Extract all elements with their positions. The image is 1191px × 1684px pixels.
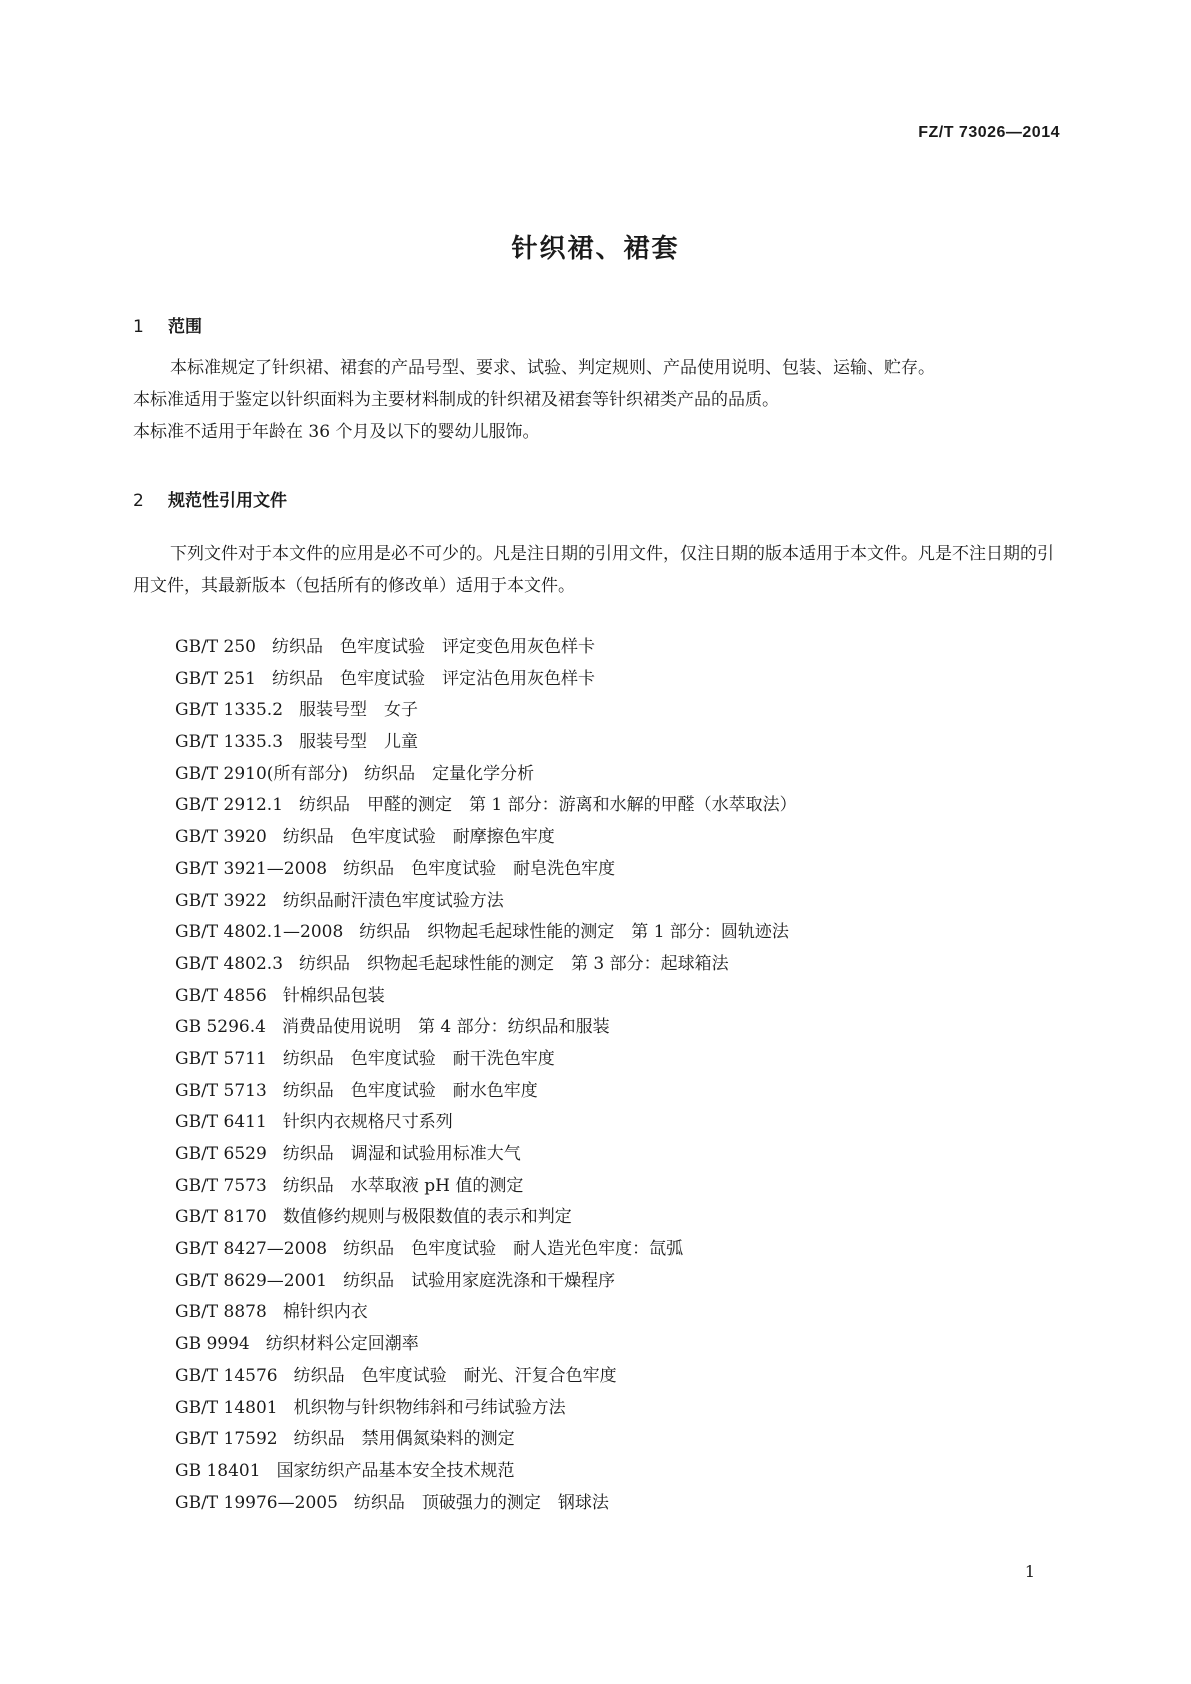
reference-item [175,1456,797,1488]
reference-title: 纺织品 水萃取液 pH 值的测定 [282,1175,524,1196]
reference-item [175,1234,797,1266]
reference-title: 纺织品 色牢度试验 评定沾色用灰色样卡 [272,668,595,689]
reference-code: GB/T 2910(所有部分) [175,763,349,784]
reference-code: GB/T 8629—2001 [175,1270,328,1291]
reference-title: 纺织品 色牢度试验 耐皂洗色牢度 [343,858,616,879]
reference-title: 纺织品耐汗渍色牢度试验方法 [282,890,504,911]
reference-code: GB/T 251 [175,668,256,689]
scope-line: 本标准不适用于年龄在 36 个月及以下的婴幼儿服饰。 [133,422,540,442]
reference-list [175,632,797,1519]
reference-title: 纺织品 定量化学分析 [364,763,535,784]
reference-code: GB/T 5711 [175,1048,267,1069]
reference-item [175,1171,797,1203]
reference-title: 纺织品 织物起毛起球性能的测定 第 3 部分：起球箱法 [299,953,729,974]
reference-code: GB 18401 [175,1460,261,1481]
page-number: 1 [1024,1562,1035,1581]
reference-item [175,1044,797,1076]
reference-item [175,822,797,854]
reference-title: 服装号型 儿童 [299,732,419,753]
reference-item [175,1488,797,1520]
reference-item [175,1297,797,1329]
reference-code: GB/T 2912.1 [175,795,284,816]
reference-title: 纺织品 顶破强力的测定 钢球法 [353,1492,609,1513]
reference-code: GB 9994 [175,1334,250,1355]
reference-code: GB/T 8170 [175,1207,267,1228]
reference-item [175,949,797,981]
reference-item [175,1202,797,1234]
references-intro: 下列文件对于本文件的应用是必不可少的。凡是注日期的引用文件，仅注日期的版本适用于本文件。凡是不注日期的引用文件，其最新版本（包括所有的修改单）适用于本文件。 [133,544,1054,596]
scope-line: 本标准规定了针织裙、裙套的产品号型、要求、试验、判定规则、产品使用说明、包装、运输、贮存。 [170,358,935,378]
reference-item [175,1076,797,1108]
reference-title: 服装号型 女子 [299,700,419,721]
reference-code: GB/T 1335.3 [175,732,284,753]
reference-code: GB/T 3922 [175,890,267,911]
reference-title: 纺织品 色牢度试验 耐光、汗复合色牢度 [293,1365,617,1386]
reference-code: GB/T 3921—2008 [175,858,328,879]
reference-code: GB/T 6411 [175,1112,267,1133]
reference-title: 数值修约规则与极限数值的表示和判定 [282,1207,572,1228]
reference-item [175,695,797,727]
reference-item [175,790,797,822]
section-number: 2 [133,491,144,511]
reference-title: 针棉织品包装 [282,985,385,1006]
reference-item [175,1424,797,1456]
reference-code: GB/T 5713 [175,1080,267,1101]
reference-item [175,632,797,664]
reference-code: GB/T 1335.2 [175,700,284,721]
reference-title: 纺织品 试验用家庭洗涤和干燥程序 [343,1270,616,1291]
reference-code: GB/T 4802.1—2008 [175,922,344,943]
reference-code: GB/T 7573 [175,1175,267,1196]
document-title: 针织裙、裙套 [511,234,680,264]
reference-title: 纺织材料公定回潮率 [265,1334,419,1355]
reference-title: 纺织品 织物起毛起球性能的测定 第 1 部分：圆轨迹法 [359,922,789,943]
reference-item [175,727,797,759]
reference-code: GB/T 250 [175,637,256,657]
reference-title: 纺织品 甲醛的测定 第 1 部分：游离和水解的甲醛（水萃取法） [299,795,797,816]
reference-code: GB 5296.4 [175,1017,266,1038]
reference-title: 纺织品 色牢度试验 耐干洗色牢度 [282,1048,555,1069]
reference-title: 针织内衣规格尺寸系列 [282,1112,453,1133]
reference-code: GB/T 4856 [175,985,267,1006]
reference-item [175,759,797,791]
reference-code: GB/T 19976—2005 [175,1492,338,1513]
reference-item [175,1393,797,1425]
standard-code: FZ/T 73026—2014 [918,124,1060,141]
scope-paragraph [133,352,1059,448]
reference-item [175,664,797,696]
reference-code: GB/T 8878 [175,1302,267,1323]
reference-title: 纺织品 调湿和试验用标准大气 [282,1144,521,1164]
section-heading-scope [133,312,202,337]
reference-title: 纺织品 色牢度试验 耐摩擦色牢度 [282,827,555,848]
reference-title: 纺织品 色牢度试验 耐水色牢度 [282,1080,538,1101]
reference-title: 机织物与针织物纬斜和弓纬试验方法 [293,1397,566,1418]
reference-title: 国家纺织产品基本安全技术规范 [276,1460,515,1481]
reference-item [175,1139,797,1171]
reference-code: GB/T 6529 [175,1144,267,1164]
reference-code: GB/T 4802.3 [175,953,284,974]
reference-item [175,1107,797,1139]
section-number: 1 [133,317,144,337]
reference-title: 纺织品 色牢度试验 耐人造光色牢度：氙弧 [343,1239,684,1260]
reference-title: 纺织品 禁用偶氮染料的测定 [293,1429,515,1450]
reference-code: GB/T 14576 [175,1365,278,1386]
reference-code: GB/T 14801 [175,1397,278,1418]
reference-item [175,854,797,886]
reference-code: GB/T 17592 [175,1429,278,1450]
reference-item [175,1329,797,1361]
section-title: 规范性引用文件 [168,491,287,511]
reference-item [175,917,797,949]
section-title: 范围 [168,317,202,337]
reference-code: GB/T 8427—2008 [175,1239,328,1260]
reference-item [175,886,797,918]
reference-item [175,1266,797,1298]
reference-title: 消费品使用说明 第 4 部分：纺织品和服装 [281,1017,610,1038]
reference-title: 棉针织内衣 [282,1302,368,1323]
reference-item [175,1361,797,1393]
reference-code: GB/T 3920 [175,827,267,848]
reference-item [175,1012,797,1044]
reference-title: 纺织品 色牢度试验 评定变色用灰色样卡 [272,637,595,657]
section-heading-normative-references [133,486,287,511]
reference-item [175,981,797,1013]
scope-line: 本标准适用于鉴定以针织面料为主要材料制成的针织裙及裙套等针织裙类产品的品质。 [133,390,779,410]
